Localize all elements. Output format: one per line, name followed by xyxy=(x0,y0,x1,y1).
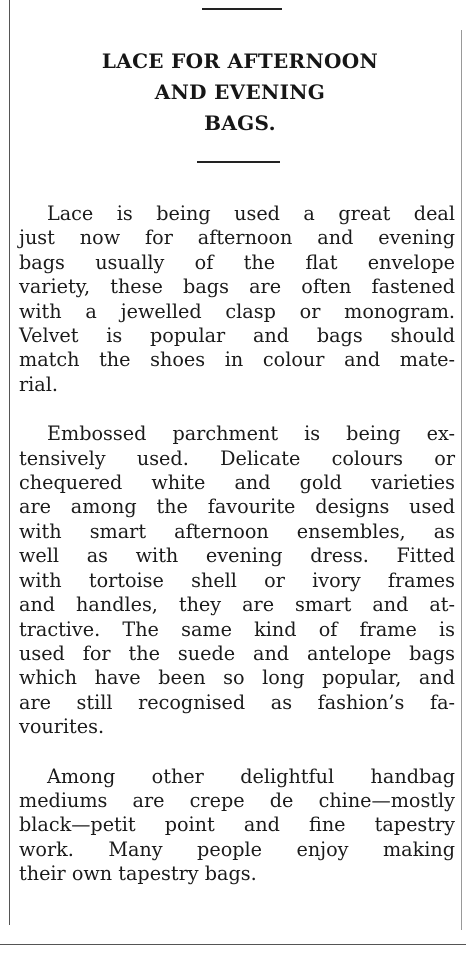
text-line: are among the favourite designs used xyxy=(19,495,455,519)
paragraph-1 xyxy=(19,202,455,397)
text-line: variety, these bags are often fastened xyxy=(19,275,455,299)
title-line: AND EVENING xyxy=(154,80,326,104)
text-line: Velvet is popular and bags should xyxy=(19,324,455,348)
text-line: which have been so long popular, and xyxy=(19,666,455,690)
text-line: well as with evening dress. Fitted xyxy=(19,544,455,568)
article-title xyxy=(20,46,460,139)
top-separator-dash xyxy=(202,8,282,10)
text-line: chequered white and gold varieties xyxy=(19,471,455,495)
text-line: just now for afternoon and evening xyxy=(19,226,455,250)
text-line: black—petit point and fine tapestry xyxy=(19,813,455,837)
text-line: work. Many people enjoy making xyxy=(19,837,455,861)
text-line: their own tapestry bags. xyxy=(19,862,257,886)
text-line: are still recognised as fashion’s fa- xyxy=(19,690,455,714)
text-line: match the shoes in colour and mate- xyxy=(19,348,455,372)
paragraph-2 xyxy=(19,422,455,739)
column-right-rule xyxy=(461,30,462,930)
text-line: bags usually of the flat envelope xyxy=(19,250,455,274)
text-line: tractive. The same kind of frame is xyxy=(19,617,455,641)
text-line: rial. xyxy=(19,372,58,396)
text-line: Embossed parchment is being ex- xyxy=(47,422,455,446)
text-line: with smart afternoon ensembles, as xyxy=(19,519,455,543)
bottom-separator-rule xyxy=(0,944,466,945)
title-underline-rule xyxy=(197,161,280,163)
text-line: Lace is being used a great deal xyxy=(47,202,455,225)
text-line: vourites. xyxy=(19,715,105,739)
text-line: mediums are crepe de chine—mostly xyxy=(19,788,455,812)
title-line: BAGS. xyxy=(204,111,276,135)
column-left-rule xyxy=(9,0,10,925)
paragraph-3 xyxy=(19,765,455,887)
text-line: with tortoise shell or ivory frames xyxy=(19,568,455,592)
article-body xyxy=(19,202,455,912)
title-line: LACE FOR AFTERNOON xyxy=(101,49,379,73)
text-line: tensively used. Delicate colours or xyxy=(19,446,455,470)
text-line: Among other delightful handbag xyxy=(47,764,455,788)
text-line: with a jewelled clasp or monogram. xyxy=(19,299,455,323)
text-line: used for the suede and antelope bags xyxy=(19,641,455,665)
text-line: and handles, they are smart and at- xyxy=(19,593,455,617)
